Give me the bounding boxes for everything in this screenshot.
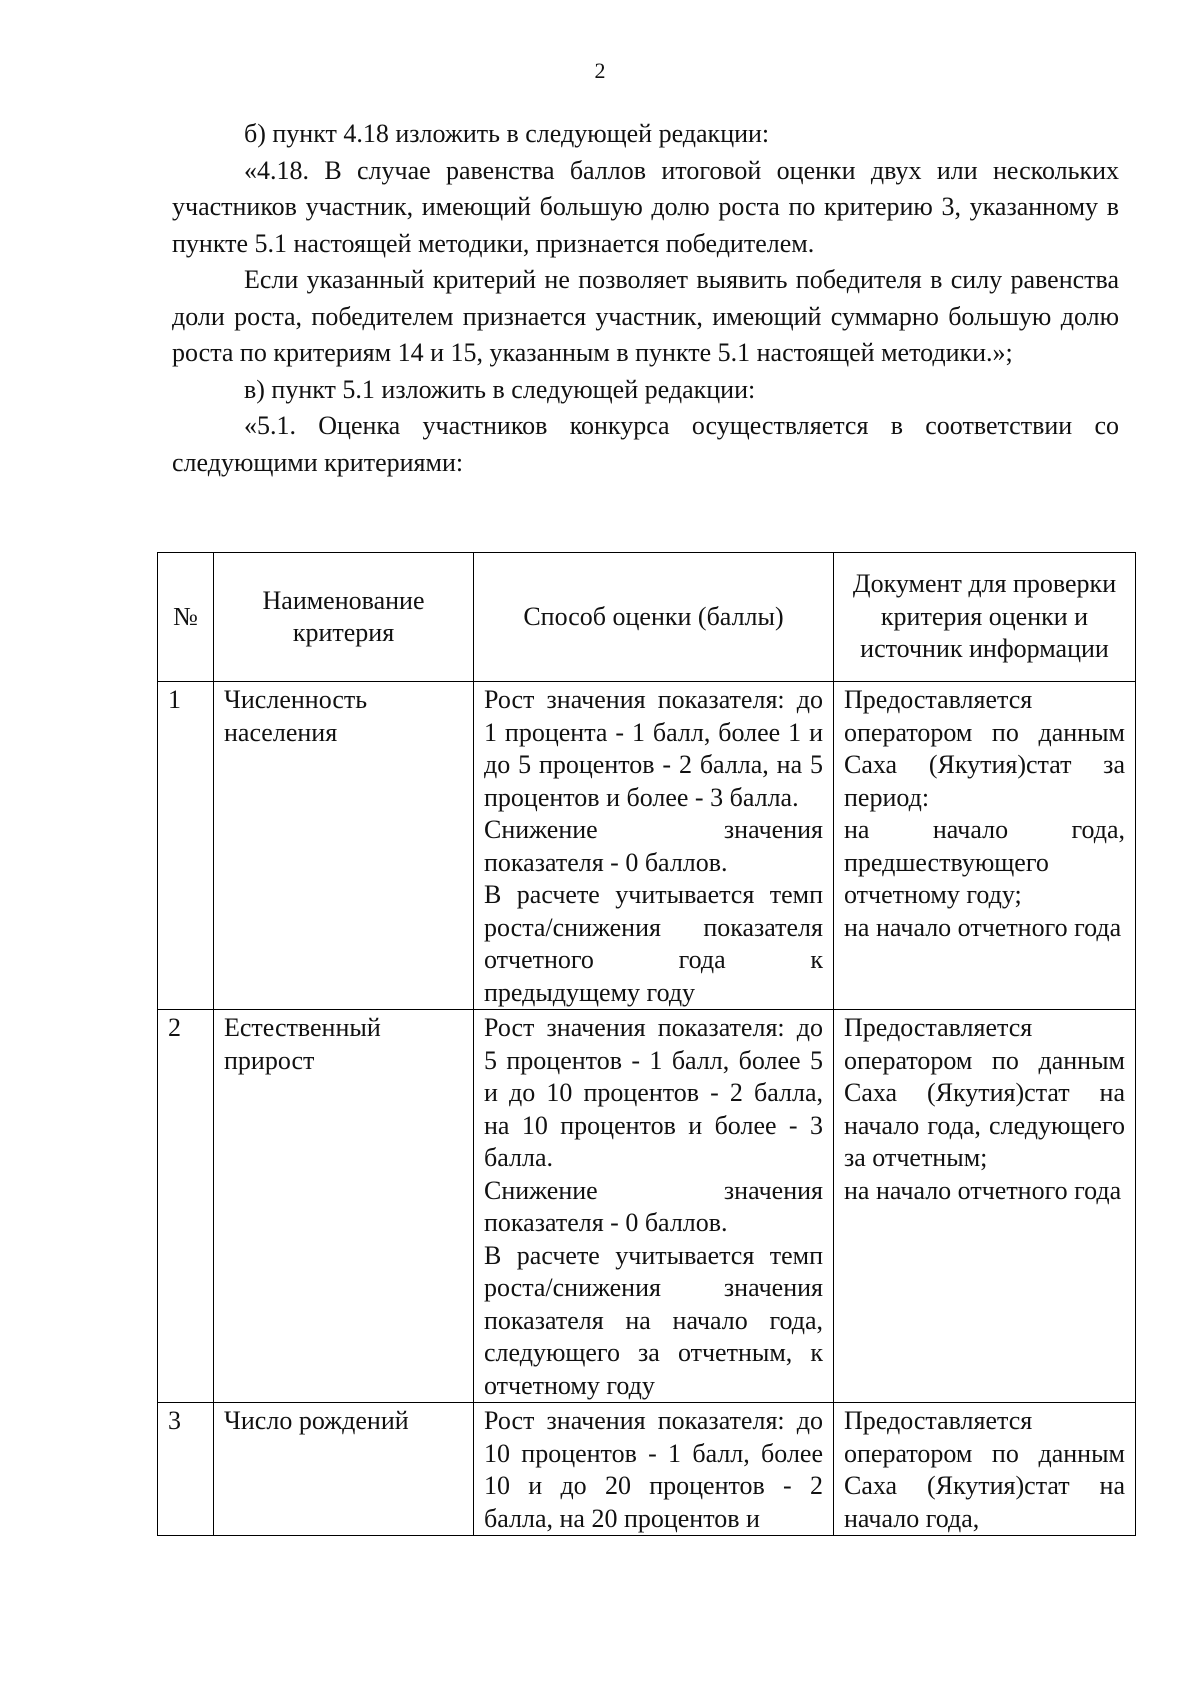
body-text bbox=[172, 116, 1119, 481]
doc-line: на начало отчетного года bbox=[844, 1175, 1122, 1205]
row-num: 3 bbox=[158, 1403, 214, 1536]
doc-line: на начало отчетного года bbox=[844, 912, 1122, 942]
method-line: Снижение значения показателя - 0 баллов. bbox=[484, 1175, 823, 1237]
table-row bbox=[158, 682, 1136, 1010]
criteria-table bbox=[157, 552, 1136, 1536]
row-method bbox=[474, 1403, 834, 1536]
doc-line: Предоставляется оператором по данным Саха (Якутия)стат на начало года, следующего за отчетным; bbox=[844, 1013, 1125, 1172]
row-criterion-name: Численность населения bbox=[214, 682, 474, 1010]
row-document bbox=[834, 1403, 1136, 1536]
header-method: Способ оценки (баллы) bbox=[474, 553, 834, 682]
row-num: 1 bbox=[158, 682, 214, 1010]
page-number: 2 bbox=[594, 58, 606, 83]
row-document bbox=[834, 682, 1136, 1010]
table-row bbox=[158, 1010, 1136, 1403]
method-line: Рост значения показателя: до 5 процентов - 1 балл, более 5 и до 10 процентов - 2 балла, на 10 процентов и более - 3 балла. bbox=[484, 1013, 823, 1172]
paragraph-5-1-heading: в) пункт 5.1 изложить в следующей редакции: bbox=[244, 374, 756, 404]
row-criterion-name: Число рождений bbox=[214, 1403, 474, 1536]
paragraph-4-18-heading: б) пункт 4.18 изложить в следующей редакции: bbox=[244, 119, 770, 148]
doc-line: Предоставляется оператором по данным Саха (Якутия)стат на начало года, bbox=[844, 1406, 1125, 1533]
row-document bbox=[834, 1010, 1136, 1403]
paragraph-4-18-continuation: Если указанный критерий не позволяет выявить победителя в силу равенства доли роста, победителем признается участник, имеющий суммарно большую долю роста по критериям 14 и 15, указанным в пункте 5.1 настоящей методики.»; bbox=[172, 265, 1119, 367]
method-line: В расчете учитывается темп роста/снижения значения показателя на начало года, следующего за отчетным, к отчетному году bbox=[484, 1240, 823, 1400]
row-method bbox=[474, 682, 834, 1010]
doc-line: Предоставляется оператором по данным Саха (Якутия)стат за период: bbox=[844, 685, 1125, 812]
doc-line: на начало года, предшествующего отчетному году; bbox=[844, 815, 1125, 909]
header-name: Наименование критерия bbox=[214, 553, 474, 682]
table-row bbox=[158, 1403, 1136, 1536]
row-criterion-name: Естественный прирост bbox=[214, 1010, 474, 1403]
row-num: 2 bbox=[158, 1010, 214, 1403]
paragraph-5-1-text: «5.1. Оценка участников конкурса осуществляется в соответствии со следующими критериями: bbox=[172, 411, 1119, 477]
row-method bbox=[474, 1010, 834, 1403]
table-header-row bbox=[158, 553, 1136, 682]
header-num: № bbox=[158, 553, 214, 682]
paragraph-4-18-text: «4.18. В случае равенства баллов итоговой оценки двух или нескольких участников участник, имеющий большую долю роста по критерию 3, указанному в пункте 5.1 настоящей методики, признается победителем. bbox=[172, 155, 1119, 258]
header-doc: Документ для проверки критерия оценки и источник информации bbox=[834, 553, 1136, 682]
method-line: Снижение значения показателя - 0 баллов. bbox=[484, 815, 823, 877]
method-line: В расчете учитывается темп роста/снижения показателя отчетного года к предыдущему году bbox=[484, 880, 823, 1007]
method-line: Рост значения показателя: до 10 процентов - 1 балл, более 10 и до 20 процентов - 2 балла, на 20 процентов и bbox=[484, 1406, 823, 1533]
method-line: Рост значения показателя: до 1 процента - 1 балл, более 1 и до 5 процентов - 2 балла, на 5 процентов и более - 3 балла. bbox=[484, 685, 823, 812]
